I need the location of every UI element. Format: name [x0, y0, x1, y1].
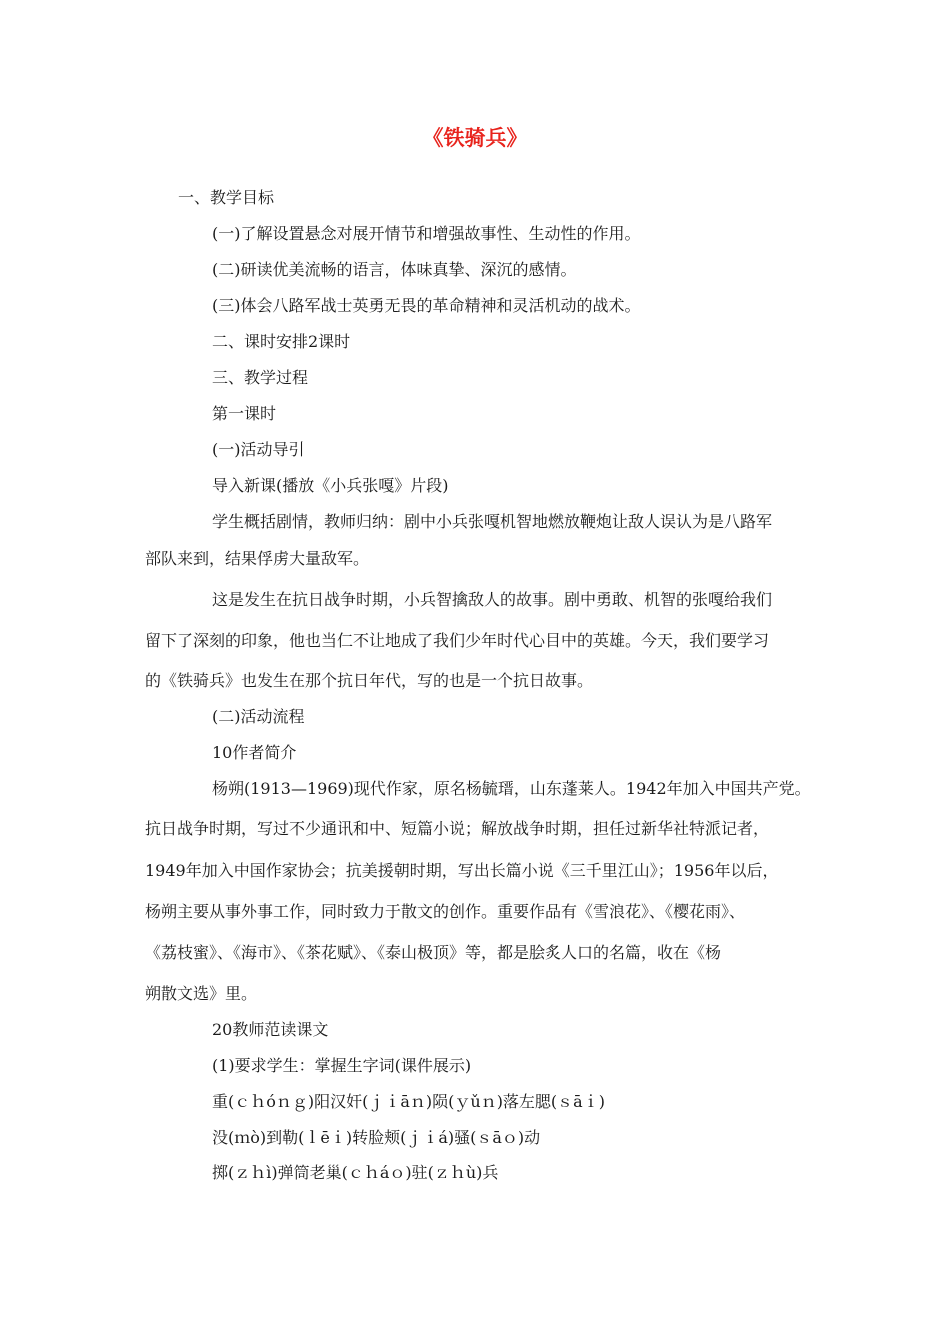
paragraph-line: 导入新课(播放《小兵张嘎》片段): [212, 476, 449, 495]
paragraph-line: 杨朔(1913—1969)现代作家，原名杨毓瑨，山东蓬莱人。1942年加入中国共产党。: [212, 779, 811, 798]
section-heading-process: 三、教学过程: [212, 368, 309, 387]
vocab-line: 掷(ｚｈì)弹筒老巢(ｃｈáｏ)驻(ｚｈù)兵: [212, 1163, 499, 1182]
paragraph-line: 《荔枝蜜》、《海市》、《茶花赋》、《泰山极顶》等，都是脍炙人口的名篇，收在《杨: [145, 943, 722, 962]
objective-2: (二)研读优美流畅的语言，体味真挚、深沉的感情。: [212, 260, 577, 279]
paragraph-line: 留下了深刻的印象，他也当仁不让地成了我们少年时代心目中的英雄。今天，我们要学习: [145, 631, 770, 650]
paragraph-line: 朔散文选》里。: [145, 984, 258, 1003]
objective-1: (一)了解设置悬念对展开情节和增强故事性、生动性的作用。: [212, 224, 641, 243]
paragraph-line: 的《铁骑兵》也发生在那个抗日年代，写的也是一个抗日故事。: [145, 671, 594, 690]
paragraph-line: 杨朔主要从事外事工作，同时致力于散文的创作。重要作品有《雪浪花》、《樱花雨》、: [145, 902, 746, 921]
document-title: 《铁骑兵》: [422, 126, 528, 150]
vocab-line: 重(ｃｈóｎｇ)阳汉奸(ｊｉāｎ)陨(ｙǔｎ)落左腮(ｓāｉ): [212, 1092, 605, 1111]
step-heading: 10作者简介: [212, 743, 297, 762]
vocab-line: 没(ｍò)到勒(ｌēｉ)转脸颊(ｊｉá)骚(ｓāｏ)动: [212, 1128, 541, 1147]
lesson-heading: 第一课时: [212, 404, 277, 423]
section-heading-schedule: 二、课时安排2课时: [212, 332, 351, 351]
section-heading-objectives: 一、教学目标: [178, 188, 275, 207]
step-heading: 20教师范读课文: [212, 1020, 329, 1039]
paragraph-line: (1)要求学生：掌握生字词(课件展示): [212, 1056, 472, 1075]
subsection-heading: (一)活动导引: [212, 440, 305, 459]
paragraph-line: 1949年加入中国作家协会；抗美援朝时期，写出长篇小说《三千里江山》；1956年以后，: [145, 861, 779, 880]
objective-3: (三)体会八路军战士英勇无畏的革命精神和灵活机动的战术。: [212, 296, 641, 315]
subsection-heading: (二)活动流程: [212, 707, 305, 726]
paragraph-line: 学生概括剧情，教师归纳：剧中小兵张嘎机智地燃放鞭炮让敌人误认为是八路军: [212, 512, 773, 531]
paragraph-line: 这是发生在抗日战争时期，小兵智擒敌人的故事。剧中勇敢、机智的张嘎给我们: [212, 590, 773, 609]
paragraph-line: 部队来到，结果俘虏大量敌军。: [145, 549, 370, 568]
paragraph-line: 抗日战争时期，写过不少通讯和中、短篇小说；解放战争时期，担任过新华社特派记者，: [145, 819, 770, 838]
